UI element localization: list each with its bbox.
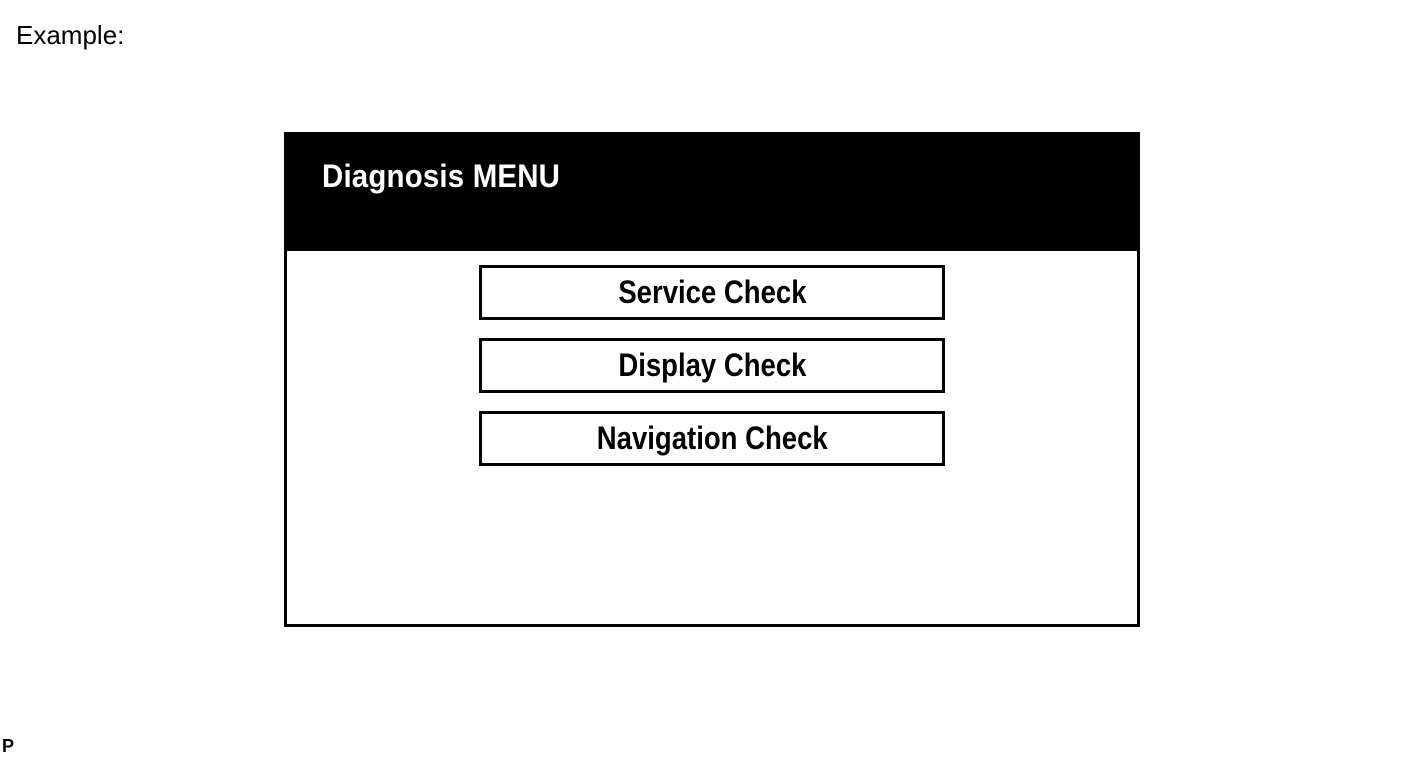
menu-list bbox=[479, 265, 945, 484]
page-marker: P bbox=[2, 736, 15, 756]
screen-title: Diagnosis MENU bbox=[322, 158, 561, 194]
screen-header bbox=[287, 135, 1137, 251]
service-check-button[interactable] bbox=[479, 265, 945, 320]
display-check-label: Display Check bbox=[617, 347, 807, 383]
display-check-button[interactable] bbox=[479, 338, 945, 393]
example-caption: Example: bbox=[16, 20, 125, 50]
navigation-check-button[interactable] bbox=[479, 411, 945, 466]
navigation-check-label: Navigation Check bbox=[596, 420, 828, 456]
diagnosis-menu-screen bbox=[284, 132, 1140, 627]
service-check-label: Service Check bbox=[617, 274, 807, 310]
